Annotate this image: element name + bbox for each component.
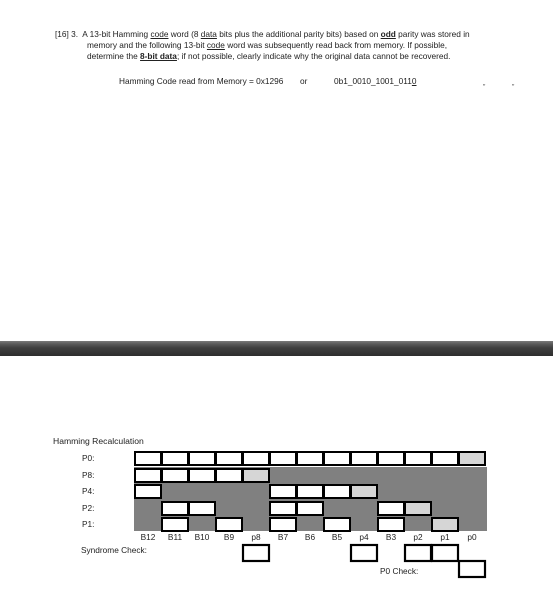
row-label: P1: bbox=[82, 519, 95, 529]
hamming-cell bbox=[189, 452, 215, 465]
8-bit-data-keyword: 8-bit data bbox=[140, 51, 177, 61]
row-label: P4: bbox=[82, 486, 95, 496]
p0-check-label: P0 Check: bbox=[380, 566, 419, 576]
bit-label: B5 bbox=[331, 532, 343, 542]
hamming-cell bbox=[378, 452, 404, 465]
hamming-cell bbox=[189, 469, 215, 482]
hamming-cell bbox=[162, 469, 188, 482]
tick-mark: ” bbox=[512, 84, 515, 91]
odd-keyword: odd bbox=[380, 29, 396, 39]
check-box bbox=[351, 545, 377, 561]
row-label: P8: bbox=[82, 470, 95, 480]
hamming-cell bbox=[432, 452, 458, 465]
check-box bbox=[243, 545, 269, 561]
bit-label: B6 bbox=[304, 532, 316, 542]
hamming-cell bbox=[351, 485, 377, 498]
hamming-cell bbox=[243, 452, 269, 465]
divider-bar bbox=[0, 341, 553, 356]
hamming-cell bbox=[270, 452, 296, 465]
bit-label: p0 bbox=[467, 532, 477, 542]
bit-label: p8 bbox=[251, 532, 261, 542]
bit-label: B11 bbox=[167, 532, 183, 542]
or-label: or bbox=[300, 76, 308, 86]
hamming-cell bbox=[270, 485, 296, 498]
hamming-cell bbox=[162, 518, 188, 531]
hamming-code-line bbox=[119, 76, 417, 86]
hamming-cell bbox=[162, 502, 188, 515]
bit-label: p2 bbox=[413, 532, 423, 542]
hamming-cell bbox=[351, 452, 377, 465]
hamming-diagram bbox=[0, 356, 553, 596]
bit-label: B3 bbox=[385, 532, 397, 542]
hamming-cell bbox=[405, 502, 431, 515]
hamming-cell bbox=[216, 452, 242, 465]
hamming-cell bbox=[324, 518, 350, 531]
hamming-cell bbox=[216, 469, 242, 482]
hamming-cell bbox=[378, 518, 404, 531]
hamming-cell bbox=[432, 518, 458, 531]
hamming-cell bbox=[216, 518, 242, 531]
bit-label: p1 bbox=[440, 532, 450, 542]
hamming-recalculation-area bbox=[0, 356, 553, 596]
bit-label: p4 bbox=[359, 532, 369, 542]
hamming-cell bbox=[135, 485, 161, 498]
question-line-1: [16] 3. A 13-bit Hamming code word (8 data bits plus the additional parity bits) based on odd parity was stored in bbox=[55, 29, 470, 39]
hamming-cell bbox=[270, 502, 296, 515]
hamming-cell bbox=[324, 485, 350, 498]
hamming-cell bbox=[297, 502, 323, 515]
hamming-cell bbox=[459, 452, 485, 465]
question-line-3: determine the 8-bit data; if not possible, clearly indicate why the original data cannot be recovered. bbox=[87, 51, 451, 61]
hamming-cell bbox=[324, 452, 350, 465]
tick-mark: ” bbox=[483, 84, 486, 91]
hamming-cell bbox=[405, 452, 431, 465]
row-label: P2: bbox=[82, 503, 95, 513]
check-box bbox=[432, 545, 458, 561]
bit-label: B12 bbox=[140, 532, 156, 542]
hamming-cell bbox=[189, 502, 215, 515]
question-number: [16] 3. bbox=[55, 29, 79, 39]
bit-label: B7 bbox=[277, 532, 289, 542]
check-box bbox=[405, 545, 431, 561]
hamming-code-label: Hamming Code read from Memory = 0x1296 bbox=[119, 76, 284, 86]
syndrome-check-label: Syndrome Check: bbox=[81, 545, 147, 555]
row-label: P0: bbox=[82, 453, 95, 463]
hamming-cell bbox=[297, 485, 323, 498]
bit-label: B9 bbox=[223, 532, 235, 542]
hamming-cell bbox=[270, 518, 296, 531]
check-box bbox=[459, 561, 485, 577]
diagram-title: Hamming Recalculation bbox=[53, 436, 144, 446]
hamming-cell bbox=[135, 469, 161, 482]
hamming-cell bbox=[243, 469, 269, 482]
question-line-2: memory and the following 13-bit code word was subsequently read back from memory. If possible, bbox=[87, 40, 448, 50]
hamming-cell bbox=[297, 452, 323, 465]
hamming-cell bbox=[162, 452, 188, 465]
hamming-cell bbox=[135, 452, 161, 465]
binary-code: 0b1_0010_1001_0110 bbox=[334, 76, 417, 86]
bit-label: B10 bbox=[194, 532, 210, 542]
hamming-cell bbox=[378, 502, 404, 515]
